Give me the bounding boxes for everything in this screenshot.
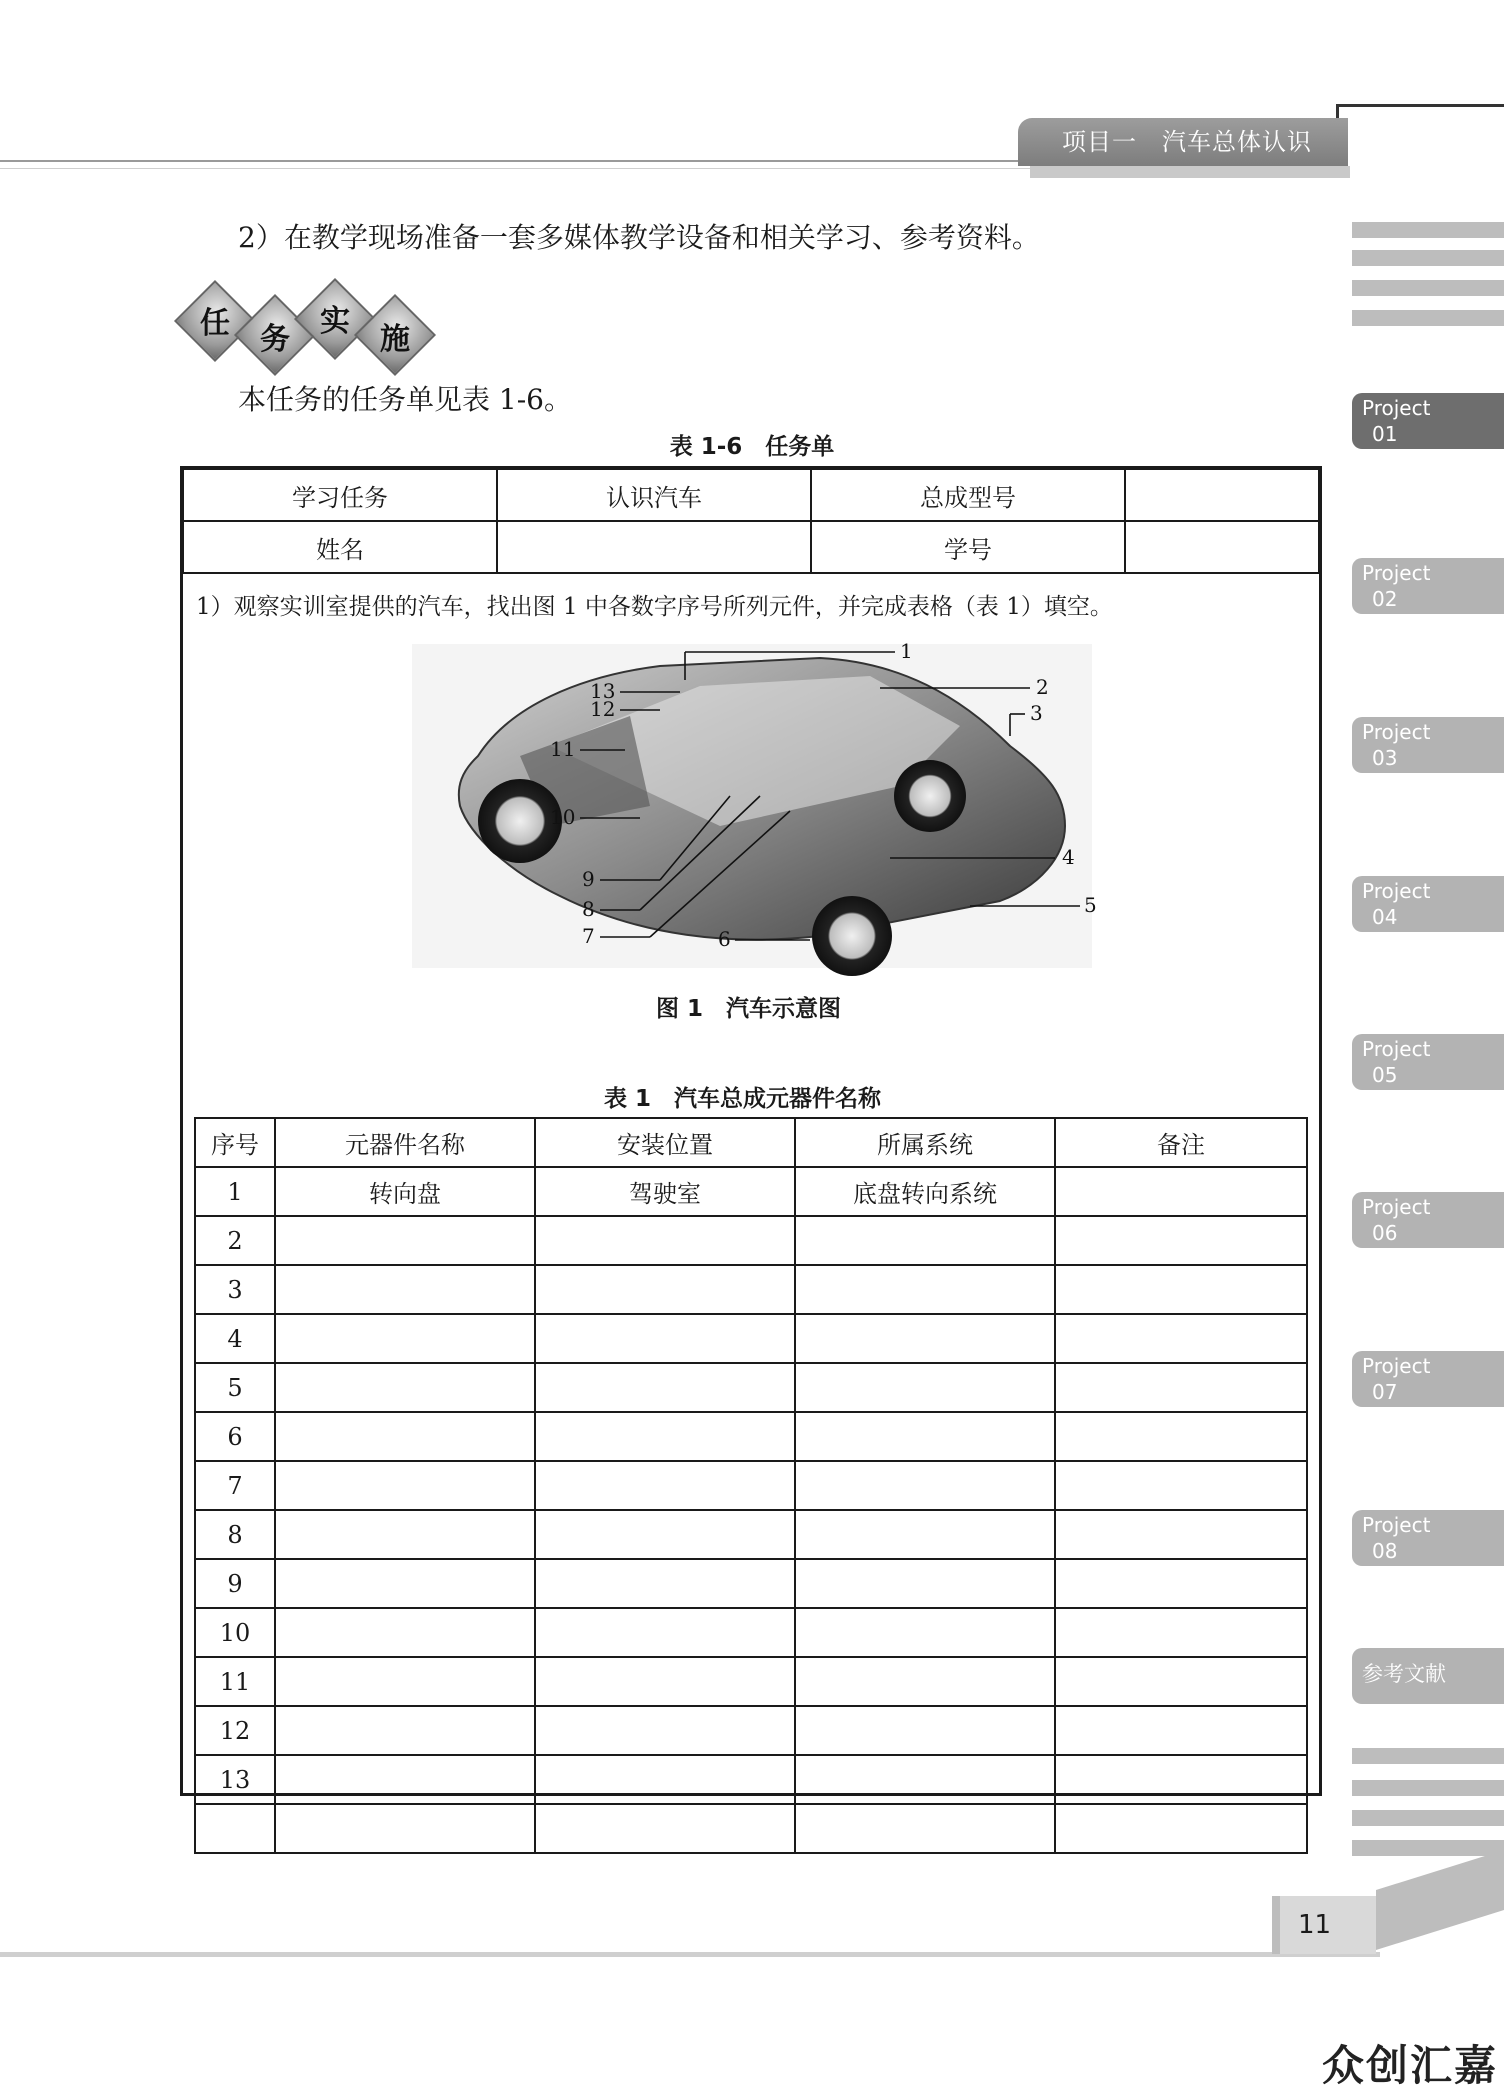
side-tab-label: Project — [1362, 720, 1431, 744]
cell-part-name[interactable] — [275, 1461, 535, 1510]
cell-system[interactable] — [795, 1657, 1055, 1706]
cell-location[interactable] — [535, 1657, 795, 1706]
cell-part-name[interactable] — [275, 1755, 535, 1804]
side-tab-label: Project — [1362, 396, 1431, 420]
banner-char: 实 — [320, 304, 350, 339]
cell-system[interactable] — [795, 1412, 1055, 1461]
table-row — [195, 1265, 1307, 1314]
col-header-index: 序号 — [195, 1118, 275, 1167]
cell-notes[interactable] — [1055, 1657, 1307, 1706]
cell-location[interactable] — [535, 1608, 795, 1657]
cell-location[interactable] — [535, 1755, 795, 1804]
cell-part-name[interactable] — [275, 1314, 535, 1363]
cell-notes[interactable] — [1055, 1265, 1307, 1314]
cell-value-name[interactable] — [497, 521, 811, 573]
table-row — [183, 469, 1319, 521]
rear-left-wheel — [812, 896, 892, 976]
cell-notes[interactable] — [1055, 1412, 1307, 1461]
callout-11: 11 — [550, 737, 576, 761]
cell-notes[interactable] — [1055, 1363, 1307, 1412]
cell-label-task: 学习任务 — [183, 469, 497, 521]
cell-index: 6 — [195, 1412, 275, 1461]
side-tab-label: Project — [1362, 1513, 1431, 1537]
table-row — [195, 1510, 1307, 1559]
cell-index: 1 — [195, 1167, 275, 1216]
header-tab-shadow — [1030, 166, 1350, 178]
banner-char: 务 — [260, 322, 290, 357]
side-tab-label: Project — [1362, 1354, 1431, 1378]
cell-location[interactable] — [535, 1510, 795, 1559]
watermark-logo: 众创汇嘉 — [1321, 2041, 1498, 2090]
callout-9: 9 — [582, 867, 595, 891]
cell-notes[interactable] — [1055, 1461, 1307, 1510]
cell-system[interactable] — [795, 1461, 1055, 1510]
col-header-location: 安装位置 — [535, 1118, 795, 1167]
cell-location[interactable] — [535, 1363, 795, 1412]
cell-part-name[interactable] — [275, 1804, 535, 1853]
task-implementation-banner — [178, 272, 438, 370]
cell-system[interactable] — [795, 1363, 1055, 1412]
side-tab-number: 02 — [1372, 587, 1398, 611]
header-chapter-tab: 项目一 汽车总体认识 — [1018, 118, 1348, 166]
side-tab-project-02[interactable] — [1352, 558, 1504, 614]
cell-notes[interactable] — [1055, 1804, 1307, 1853]
cell-label-student-id: 学号 — [811, 521, 1125, 573]
cell-index: 8 — [195, 1510, 275, 1559]
cell-part-name[interactable] — [275, 1216, 535, 1265]
table-row — [195, 1314, 1307, 1363]
side-tab-label: Project — [1362, 1037, 1431, 1061]
cell-location[interactable] — [535, 1412, 795, 1461]
cell-index: 9 — [195, 1559, 275, 1608]
header-tab-frame — [1336, 104, 1504, 174]
cell-notes[interactable] — [1055, 1755, 1307, 1804]
table-header-row — [195, 1118, 1307, 1167]
side-tab-project-05[interactable] — [1352, 1034, 1504, 1090]
callout-7: 7 — [582, 924, 595, 948]
cell-index: 13 — [195, 1755, 275, 1804]
callout-2: 2 — [1036, 675, 1049, 699]
cell-part-name[interactable] — [275, 1510, 535, 1559]
callout-12: 12 — [590, 697, 616, 721]
table-row — [195, 1706, 1307, 1755]
cell-notes[interactable] — [1055, 1314, 1307, 1363]
side-tab-project-06[interactable] — [1352, 1192, 1504, 1248]
callout-10: 10 — [550, 805, 576, 829]
intro-paragraph: 2）在教学现场准备一套多媒体教学设备和相关学习、参考资料。 — [238, 221, 1040, 254]
cell-location[interactable] — [535, 1804, 795, 1853]
side-tab-label: Project — [1362, 879, 1431, 903]
cell-location[interactable] — [535, 1265, 795, 1314]
side-tab-number: 06 — [1372, 1221, 1398, 1245]
cell-notes[interactable] — [1055, 1706, 1307, 1755]
cell-system[interactable] — [795, 1216, 1055, 1265]
cell-index: 2 — [195, 1216, 275, 1265]
callout-3: 3 — [1030, 701, 1043, 725]
cell-system[interactable]: 底盘转向系统 — [795, 1167, 1055, 1216]
col-header-part-name: 元器件名称 — [275, 1118, 535, 1167]
side-tab-number: 01 — [1372, 422, 1398, 446]
cell-label-name: 姓名 — [183, 521, 497, 573]
side-stripe — [1352, 1810, 1504, 1826]
cell-notes[interactable] — [1055, 1559, 1307, 1608]
cell-index: 11 — [195, 1657, 275, 1706]
cell-label-model: 总成型号 — [811, 469, 1125, 521]
cell-part-name[interactable]: 转向盘 — [275, 1167, 535, 1216]
task-sheet-header-table — [182, 468, 1320, 574]
cell-notes[interactable] — [1055, 1167, 1307, 1216]
banner-char: 施 — [380, 322, 410, 357]
col-header-notes: 备注 — [1055, 1118, 1307, 1167]
table-row — [195, 1412, 1307, 1461]
task-paragraph: 本任务的任务单见表 1-6。 — [238, 383, 572, 416]
cell-value-model[interactable] — [1125, 469, 1319, 521]
cell-index: 12 — [195, 1706, 275, 1755]
cell-system[interactable] — [795, 1510, 1055, 1559]
side-stripe — [1352, 1780, 1504, 1796]
cell-index: 4 — [195, 1314, 275, 1363]
table-row — [195, 1167, 1307, 1216]
banner-char: 任 — [200, 306, 230, 341]
figure-caption: 图 1 汽车示意图 — [656, 996, 842, 1022]
side-tab-references[interactable]: 参考文献 — [1352, 1648, 1504, 1704]
side-tab-number: 03 — [1372, 746, 1398, 770]
cell-location[interactable] — [535, 1706, 795, 1755]
side-stripe — [1352, 310, 1504, 326]
callout-1: 1 — [900, 639, 913, 663]
parts-table — [194, 1117, 1308, 1854]
table-row — [195, 1804, 1307, 1853]
table-row — [195, 1559, 1307, 1608]
cell-part-name[interactable] — [275, 1559, 535, 1608]
side-tab-project-03[interactable] — [1352, 717, 1504, 773]
car-cutaway-figure — [400, 636, 1120, 976]
side-tab-number: 05 — [1372, 1063, 1398, 1087]
side-stripe — [1352, 280, 1504, 296]
callout-8: 8 — [582, 897, 595, 921]
table-caption-text: 表 1-6 任务单 — [669, 434, 835, 460]
instruction-text: 1）观察实训室提供的汽车，找出图 1 中各数字序号所列元件，并完成表格（表 1）填空。 — [196, 594, 1113, 620]
side-stripe — [1352, 1748, 1504, 1764]
side-tab-label: Project — [1362, 1195, 1431, 1219]
side-tab-number: 07 — [1372, 1380, 1398, 1404]
cell-index — [195, 1804, 275, 1853]
cell-part-name[interactable] — [275, 1412, 535, 1461]
cell-value-student-id[interactable] — [1125, 521, 1319, 573]
cell-system[interactable] — [795, 1804, 1055, 1853]
table-caption — [0, 428, 1504, 461]
side-tab-number: 04 — [1372, 905, 1398, 929]
cell-part-name[interactable] — [275, 1363, 535, 1412]
side-stripe — [1352, 250, 1504, 266]
cell-part-name[interactable] — [275, 1657, 535, 1706]
cell-system[interactable] — [795, 1755, 1055, 1804]
callout-5: 5 — [1084, 893, 1097, 917]
cell-location[interactable] — [535, 1559, 795, 1608]
footer-rule — [0, 1952, 1380, 1957]
col-header-system: 所属系统 — [795, 1118, 1055, 1167]
cell-value-task[interactable]: 认识汽车 — [497, 469, 811, 521]
table-row — [195, 1755, 1307, 1804]
table-row — [195, 1608, 1307, 1657]
cell-index: 7 — [195, 1461, 275, 1510]
side-tab-project-07[interactable] — [1352, 1351, 1504, 1407]
table-row — [195, 1461, 1307, 1510]
rear-right-wheel — [894, 760, 966, 832]
cell-system[interactable] — [795, 1314, 1055, 1363]
table-row — [183, 521, 1319, 573]
cell-index: 5 — [195, 1363, 275, 1412]
cell-location[interactable]: 驾驶室 — [535, 1167, 795, 1216]
side-tab-number: 08 — [1372, 1539, 1398, 1563]
cell-system[interactable] — [795, 1608, 1055, 1657]
cell-system[interactable] — [795, 1559, 1055, 1608]
cell-part-name[interactable] — [275, 1706, 535, 1755]
side-tab-label: Project — [1362, 561, 1431, 585]
cell-index: 3 — [195, 1265, 275, 1314]
cell-location[interactable] — [535, 1216, 795, 1265]
side-tab-project-04[interactable] — [1352, 876, 1504, 932]
cell-location[interactable] — [535, 1314, 795, 1363]
parts-table-caption: 表 1 汽车总成元器件名称 — [604, 1086, 882, 1112]
side-tab-project-08[interactable] — [1352, 1510, 1504, 1566]
table-row — [195, 1657, 1307, 1706]
cell-system[interactable] — [795, 1265, 1055, 1314]
callout-4: 4 — [1062, 845, 1075, 869]
cell-part-name[interactable] — [275, 1608, 535, 1657]
cell-notes[interactable] — [1055, 1510, 1307, 1559]
cell-notes[interactable] — [1055, 1216, 1307, 1265]
cell-notes[interactable] — [1055, 1608, 1307, 1657]
footer-corner-ribbon — [1376, 1850, 1504, 1960]
page-number: 11 — [1272, 1896, 1376, 1954]
callout-13: 13 — [590, 679, 616, 703]
side-stripe — [1352, 222, 1504, 238]
cell-location[interactable] — [535, 1461, 795, 1510]
cell-index: 10 — [195, 1608, 275, 1657]
table-row — [195, 1363, 1307, 1412]
table-row — [195, 1216, 1307, 1265]
cell-part-name[interactable] — [275, 1265, 535, 1314]
cell-system[interactable] — [795, 1706, 1055, 1755]
callout-6: 6 — [718, 927, 731, 951]
